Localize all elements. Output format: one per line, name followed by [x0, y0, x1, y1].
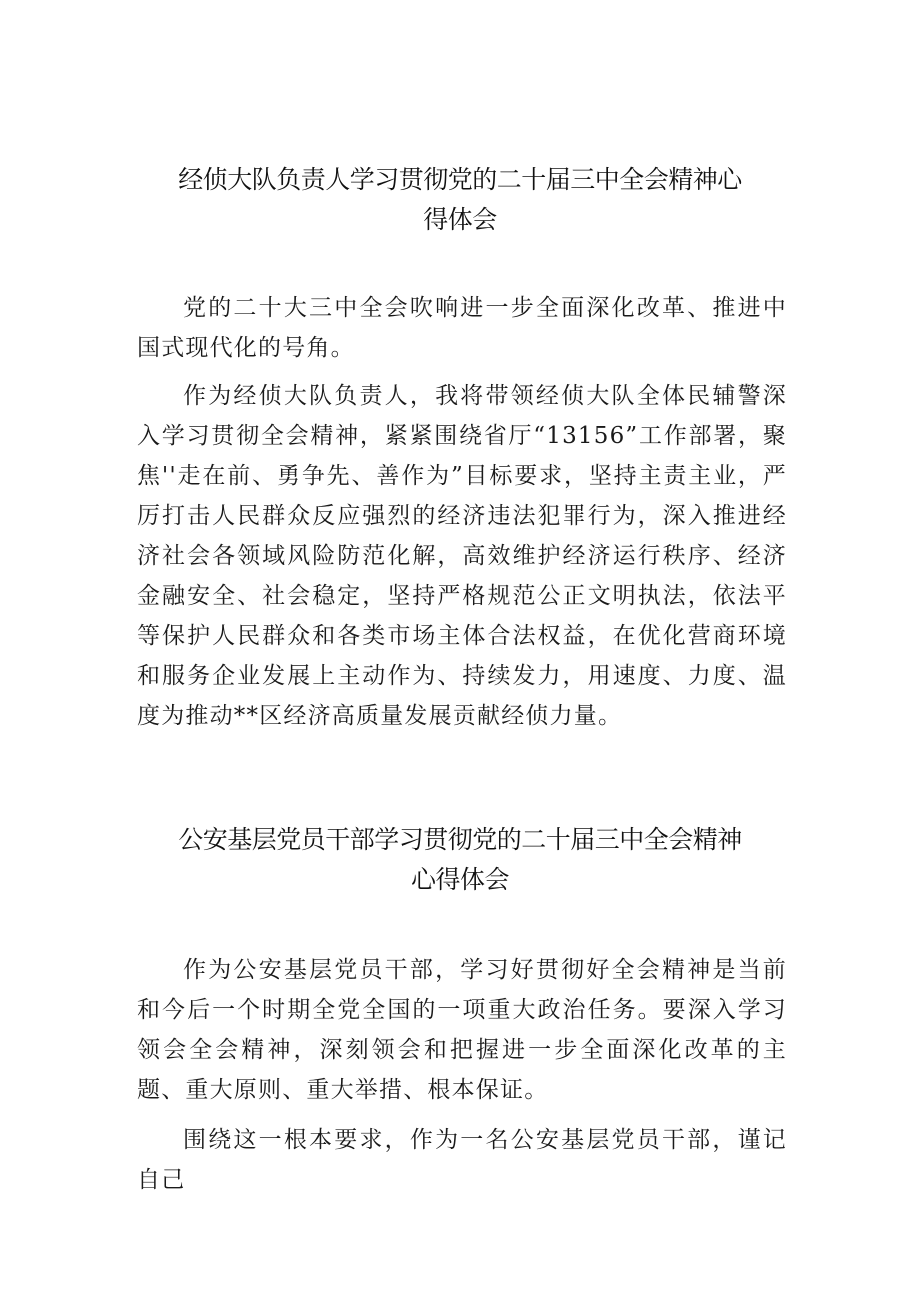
section-title-2 [0, 820, 920, 900]
section-1-paragraph-1: 党的二十大三中全会吹响进一步全面深化改革、推进中国式现代化的号角。 [137, 295, 787, 361]
section-title-1-line1: 经侦大队负责人学习贯彻党的二十届三中全会精神心 [178, 165, 742, 194]
section-title-2-line2: 心得体会 [410, 865, 509, 894]
section-title-2-line1: 公安基层党员干部学习贯彻党的二十届三中全会精神 [178, 825, 742, 854]
section-title-1 [0, 160, 920, 240]
section-1-paragraph-2: 作为经侦大队负责人，我将带领经侦大队全体民辅警深入学习贯彻全会精神，紧紧围绕省厅“13156”工作部署，聚焦''走在前、勇争先、善作为”目标要求，坚持主责主业，严厉打击人民群众反应强烈的经济违法犯罪行为，深入推进经济社会各领域风险防范化解，高效维护经济运行秩序、经济金融安全、社会稳定，坚持严格规范公正文明执法，依法平等保护人民群众和各类市场主体合法权益，在优化营商环境和服务企业发展上主动作为、持续发力，用速度、力度、温度为推动**区经济高质量发展贡献经侦力量。 [137, 383, 787, 729]
section-2-paragraph-2: 围绕这一根本要求，作为一名公安基层党员干部，谨记自己 [137, 1127, 787, 1193]
section-title-1-line2: 得体会 [423, 205, 497, 234]
section-2-paragraph-1: 作为公安基层党员干部，学习好贯彻好全会精神是当前和今后一个时期全党全国的一项重大政治任务。要深入学习领会全会精神，深刻领会和把握进一步全面深化改革的主题、重大原则、重大举措、根本保证。 [137, 957, 787, 1103]
